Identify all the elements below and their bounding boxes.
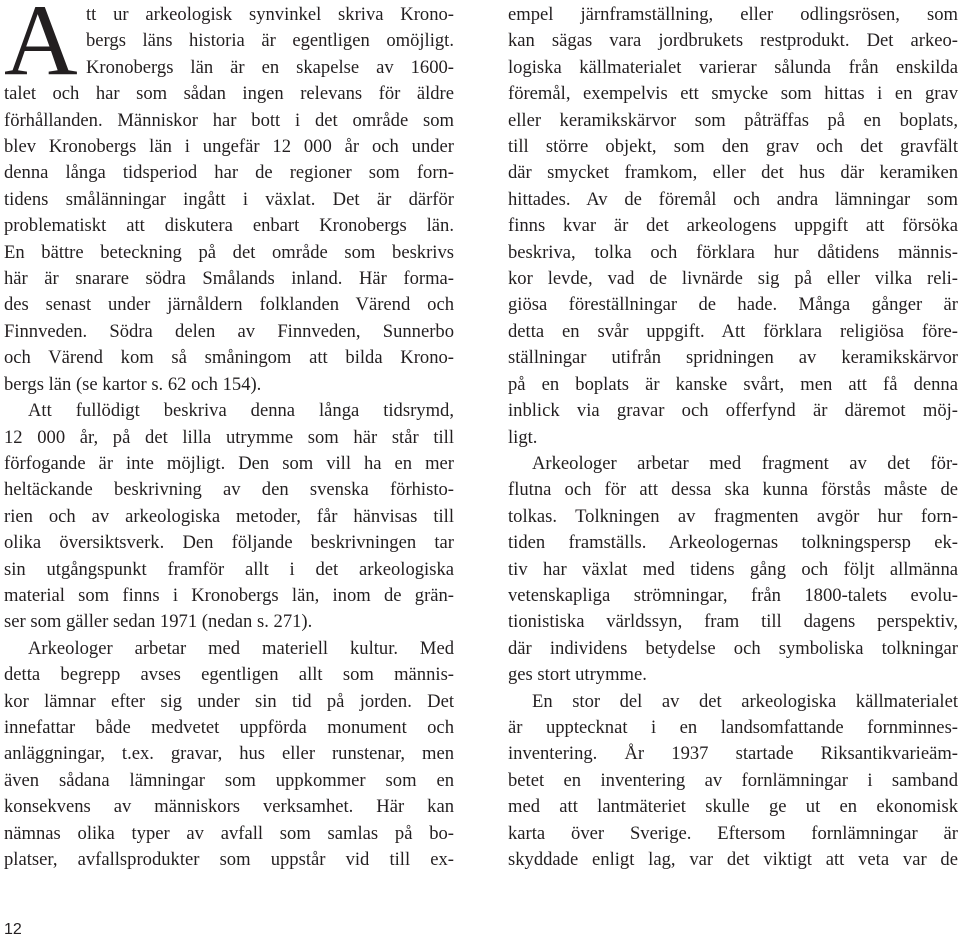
text-line: tiv har växlat med tidens gång och följt allmänna: [508, 558, 958, 580]
text-line: detta begrepp avses egentligen allt som männis-: [4, 664, 454, 686]
text-line: sin utgångspunkt framför allt i det arkeologiska: [4, 558, 454, 580]
text-line: logiska källmaterialet varierar sålunda från enskilda: [508, 56, 958, 78]
text-line: ställningar utifrån spridningen av keramikskärvor: [508, 347, 958, 369]
drop-cap: A: [4, 0, 78, 97]
text-line: på en boplats är kanske svårt, men att få denna: [508, 373, 958, 395]
text-line: En bättre beteckning på det område som beskrivs: [4, 241, 454, 263]
text-line: kor levde, vad de livnärde sig på eller vilka reli-: [508, 268, 958, 290]
text-line: hittades. Av de föremål och andra lämningar som: [508, 188, 958, 210]
text-line: eller keramikskärvor som påträffas på en boplats,: [508, 109, 958, 131]
page-number: 12: [4, 921, 22, 938]
text-line: med att lantmäteriet skulle ge ut en ekonomisk: [508, 796, 958, 818]
text-line: skyddade enligt lag, var det viktigt att veta var de: [508, 849, 958, 870]
text-line: beskriva, tolka och förklara hur dåtidens männis-: [508, 241, 958, 263]
text-line: nämnas olika typer av avfall som samlas på bo-: [4, 822, 454, 844]
text-line: olika översiktsverk. Den följande beskrivningen tar: [4, 532, 454, 554]
text-line: Finnveden. Södra delen av Finnveden, Sunnerbo: [4, 320, 454, 342]
text-line: Arkeologer arbetar med fragment av det för-: [532, 452, 958, 474]
text-line: 12 000 år, på det lilla utrymme som här står till: [4, 426, 454, 448]
text-line: betet en inventering av fornlämningar i samband: [508, 769, 958, 791]
text-line: inventering. År 1937 startade Riksantikvarieäm-: [508, 743, 958, 765]
text-line: tidens smålänningar ingått i växlat. Det är därför: [4, 188, 454, 210]
text-line: är upptecknat i en landsomfattande fornminnes-: [508, 716, 958, 738]
text-line: finns kvar är det arkeologens uppgift att försöka: [508, 215, 958, 237]
text-line: denna långa tidsperiod har de regioner som forn-: [4, 162, 454, 184]
text-line: där individens betydelse och symboliska tolkningar: [508, 637, 958, 659]
text-line: problematiskt att diskutera enbart Kronobergs län.: [4, 215, 454, 237]
text-line: flutna och för att dessa ska kunna förstås måste de: [508, 479, 958, 501]
text-line: ligt.: [508, 426, 538, 448]
text-line: här är snarare södra Smålands inland. Här forma-: [4, 268, 454, 290]
text-line: förhållanden. Människor har bott i det område som: [4, 109, 454, 131]
left-column: [4, 2, 454, 873]
text-line: karta över Sverige. Eftersom fornlämningar är: [508, 822, 958, 844]
text-line: kan sägas vara jordbrukets restprodukt. Det arkeo-: [508, 30, 958, 52]
text-line: ges stort utrymme.: [508, 664, 647, 686]
text-line: anläggningar, t.ex. gravar, hus eller runstenar, men: [4, 743, 454, 765]
text-line: Arkeologer arbetar med materiell kultur. Med: [28, 637, 454, 659]
text-line: Kronobergs län är en skapelse av 1600-: [86, 56, 454, 78]
text-line: blev Kronobergs län i ungefär 12 000 år och under: [4, 136, 454, 158]
text-line: platser, avfallsprodukter som uppstår vid till ex-: [4, 849, 454, 870]
text-line: förfogande är inte möjligt. Den som vill ha en mer: [4, 452, 454, 474]
text-line: En stor del av det arkeologiska källmaterialet: [532, 690, 958, 712]
text-line: där smycket framkom, eller det hus där keramiken: [508, 162, 958, 184]
text-line: och Värend kom så småningom att bilda Krono-: [4, 347, 454, 369]
text-line: empel järnframställning, eller odlingsrösen, som: [508, 4, 958, 25]
text-line: rien och av arkeologiska metoder, får hänvisas till: [4, 505, 454, 527]
text-line: detta en svår uppgift. Att förklara religiösa före-: [508, 320, 958, 342]
text-line: vetenskapliga strömningar, från 1800-talets evolu-: [508, 584, 958, 606]
text-line: även sådana lämningar som uppkommer som en: [4, 769, 454, 791]
text-line: tionistiska världssyn, fram till dagens perspektiv,: [508, 611, 958, 633]
text-line: talet och har som sådan ingen relevans för äldre: [4, 83, 454, 105]
text-line: föremål, exempelvis ett smycke som hittas i en grav: [508, 83, 958, 105]
text-line: bergs läns historia är egentligen omöjligt.: [86, 30, 454, 52]
text-line: bergs län (se kartor s. 62 och 154).: [4, 373, 262, 395]
text-line: kor lämnar efter sig under sin tid på jorden. Det: [4, 690, 454, 712]
text-line: tolkas. Tolkningen av fragmenten avgör hur forn-: [508, 505, 958, 527]
text-line: des senast under järnåldern folklanden Värend och: [4, 294, 454, 316]
text-line: tt ur arkeologisk synvinkel skriva Krono-: [86, 4, 454, 25]
text-line: Att fullödigt beskriva denna långa tidsrymd,: [28, 400, 454, 422]
text-line: giösa föreställningar de hade. Många gånger är: [508, 294, 958, 316]
right-column: [508, 2, 958, 873]
text-line: ser som gäller sedan 1971 (nedan s. 271).: [4, 611, 313, 633]
text-line: till större objekt, som den grav och det gravfält: [508, 136, 958, 158]
text-line: material som finns i Kronobergs län, inom de grän-: [4, 584, 454, 606]
text-line: tiden framställs. Arkeologernas tolkningspersp ek-: [508, 532, 958, 554]
text-line: konsekvens av människors verksamhet. Här kan: [4, 796, 454, 818]
text-line: innefattar både medvetet uppförda monument och: [4, 716, 454, 738]
text-line: heltäckande beskrivning av den svenska förhisto-: [4, 479, 454, 501]
text-line: inblick via gravar och offerfynd är däremot möj-: [508, 400, 958, 422]
